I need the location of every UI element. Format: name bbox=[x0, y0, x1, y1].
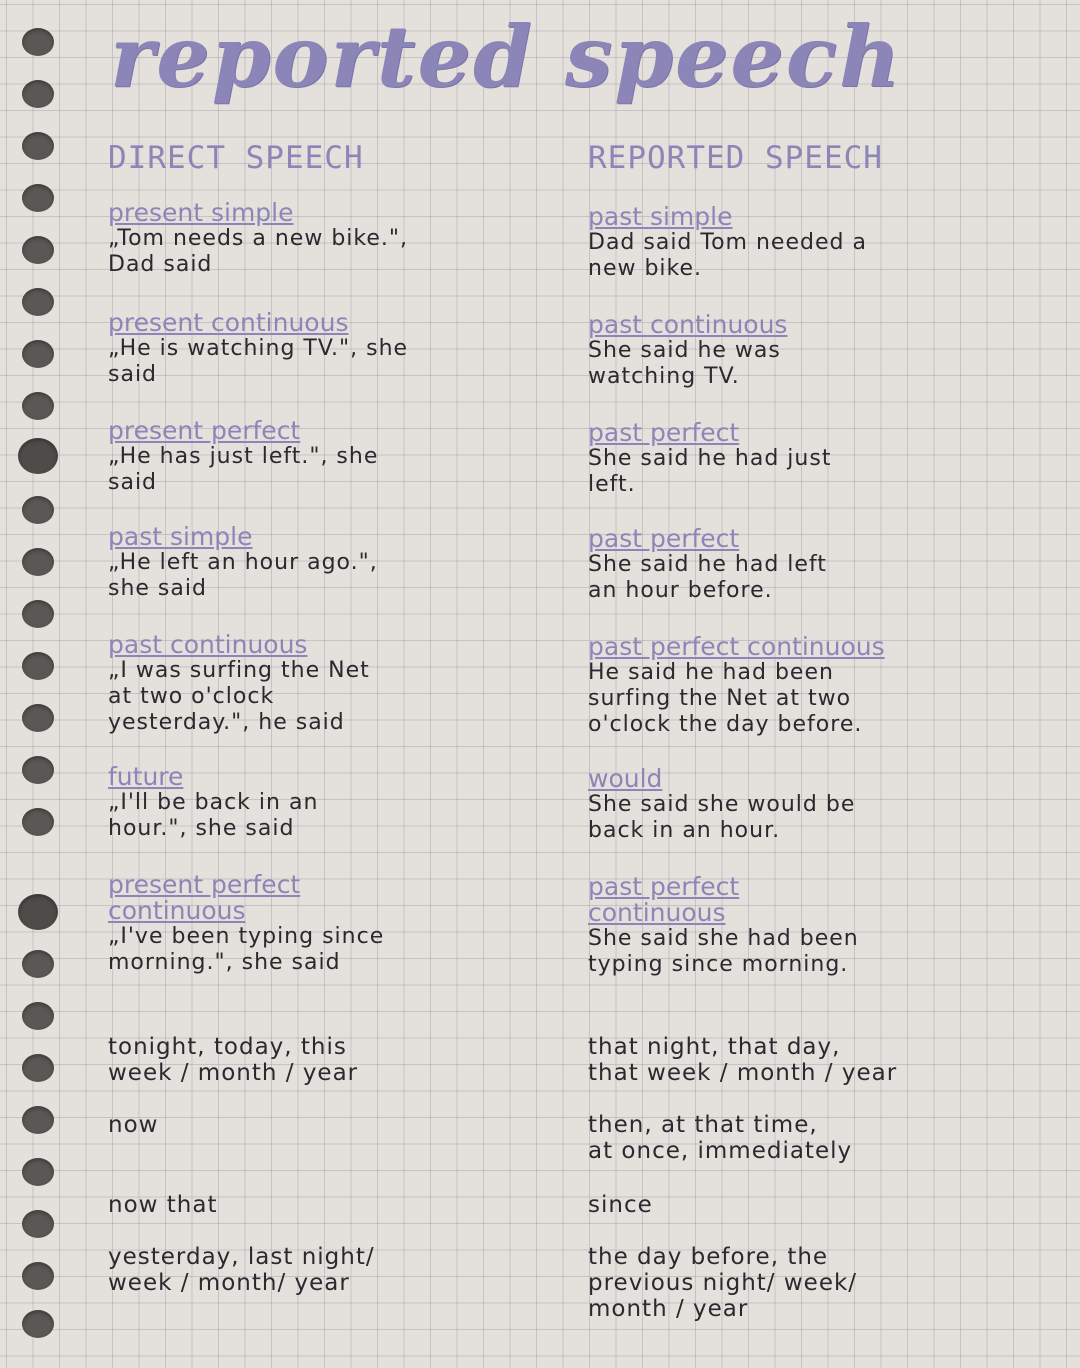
punch-hole bbox=[22, 756, 54, 784]
reported-time-expression bbox=[588, 1244, 1028, 1322]
reported-tense: past perfect bbox=[588, 524, 740, 553]
punch-hole bbox=[22, 496, 54, 524]
direct-time-expression bbox=[108, 1244, 548, 1296]
reported-entry bbox=[588, 420, 1028, 498]
direct-entry bbox=[108, 418, 548, 496]
direct-tense: present perfect bbox=[108, 416, 301, 445]
direct-tense: past continuous bbox=[108, 630, 308, 659]
punch-hole bbox=[18, 894, 58, 930]
reported-tense: past perfect bbox=[588, 418, 740, 447]
reported-entry bbox=[588, 634, 1028, 738]
direct-sentence: „He left an hour ago.", she said bbox=[108, 550, 378, 601]
reported-entry bbox=[588, 874, 1028, 978]
reported-sentence: She said she would be back in an hour. bbox=[588, 792, 856, 843]
reported-time-text: since bbox=[588, 1192, 653, 1218]
direct-tense: present continuous bbox=[108, 308, 349, 337]
reported-sentence: Dad said Tom needed a new bike. bbox=[588, 230, 867, 281]
reported-speech-header: REPORTED SPEECH bbox=[588, 140, 883, 176]
reported-tense: past perfect continuous bbox=[588, 872, 740, 927]
reported-tense: past simple bbox=[588, 202, 733, 231]
direct-tense: past simple bbox=[108, 522, 253, 551]
direct-sentence: „He has just left.", she said bbox=[108, 444, 379, 495]
direct-tense: present perfect continuous bbox=[108, 870, 301, 925]
punch-hole bbox=[22, 132, 54, 160]
punch-hole bbox=[22, 548, 54, 576]
direct-time-text: now bbox=[108, 1112, 159, 1138]
punch-hole bbox=[22, 288, 54, 316]
punch-hole bbox=[22, 652, 54, 680]
reported-time-expression bbox=[588, 1192, 1028, 1218]
direct-sentence: „He is watching TV.", she said bbox=[108, 336, 409, 387]
reported-entry bbox=[588, 766, 1028, 844]
punch-hole bbox=[22, 1054, 54, 1082]
reported-time-text: that night, that day, that week / month / year bbox=[588, 1034, 898, 1086]
direct-entry bbox=[108, 200, 548, 278]
reported-tense: past continuous bbox=[588, 310, 788, 339]
punch-hole bbox=[22, 600, 54, 628]
reported-entry bbox=[588, 204, 1028, 282]
reported-time-text: the day before, the previous night/ week/ month / year bbox=[588, 1244, 858, 1322]
punch-hole bbox=[22, 1002, 54, 1030]
punch-hole bbox=[22, 1106, 54, 1134]
reported-sentence: She said he was watching TV. bbox=[588, 338, 781, 389]
punch-hole bbox=[18, 438, 58, 474]
reported-time-expression bbox=[588, 1112, 1028, 1164]
punch-hole bbox=[22, 28, 54, 56]
punch-hole bbox=[22, 184, 54, 212]
direct-entry bbox=[108, 872, 548, 976]
reported-sentence: She said he had left an hour before. bbox=[588, 552, 827, 603]
punch-hole bbox=[22, 950, 54, 978]
direct-sentence: „I was surfing the Net at two o'clock yesterday.", he said bbox=[108, 658, 370, 735]
direct-entry bbox=[108, 524, 548, 602]
direct-sentence: „I've been typing since morning.", she said bbox=[108, 924, 385, 975]
reported-entry bbox=[588, 312, 1028, 390]
punch-hole bbox=[22, 340, 54, 368]
punch-hole bbox=[22, 1310, 54, 1338]
punch-hole bbox=[22, 1158, 54, 1186]
reported-tense: past perfect continuous bbox=[588, 632, 885, 661]
direct-tense: present simple bbox=[108, 198, 294, 227]
punch-hole bbox=[22, 80, 54, 108]
reported-sentence: She said she had been typing since morning. bbox=[588, 926, 859, 977]
direct-time-expression bbox=[108, 1034, 548, 1086]
punch-hole bbox=[22, 704, 54, 732]
direct-tense: future bbox=[108, 762, 184, 791]
direct-entry bbox=[108, 632, 548, 736]
direct-entry bbox=[108, 310, 548, 388]
direct-time-text: now that bbox=[108, 1192, 218, 1218]
page-title: reported speech bbox=[110, 7, 903, 106]
direct-sentence: „I'll be back in an hour.", she said bbox=[108, 790, 319, 841]
punch-hole bbox=[22, 392, 54, 420]
direct-time-text: tonight, today, this week / month / year bbox=[108, 1034, 359, 1086]
direct-time-text: yesterday, last night/ week / month/ year bbox=[108, 1244, 375, 1296]
reported-entry bbox=[588, 526, 1028, 604]
reported-sentence: He said he had been surfing the Net at two o'clock the day before. bbox=[588, 660, 863, 737]
punch-hole bbox=[22, 808, 54, 836]
punch-hole bbox=[22, 236, 54, 264]
direct-time-expression bbox=[108, 1192, 548, 1218]
punch-hole bbox=[22, 1262, 54, 1290]
direct-time-expression bbox=[108, 1112, 548, 1138]
reported-time-expression bbox=[588, 1034, 1028, 1086]
reported-tense: would bbox=[588, 764, 663, 793]
direct-speech-header: DIRECT SPEECH bbox=[108, 140, 364, 176]
reported-sentence: She said he had just left. bbox=[588, 446, 832, 497]
direct-sentence: „Tom needs a new bike.", Dad said bbox=[108, 226, 408, 277]
direct-entry bbox=[108, 764, 548, 842]
reported-time-text: then, at that time, at once, immediately bbox=[588, 1112, 853, 1164]
punch-hole bbox=[22, 1210, 54, 1238]
